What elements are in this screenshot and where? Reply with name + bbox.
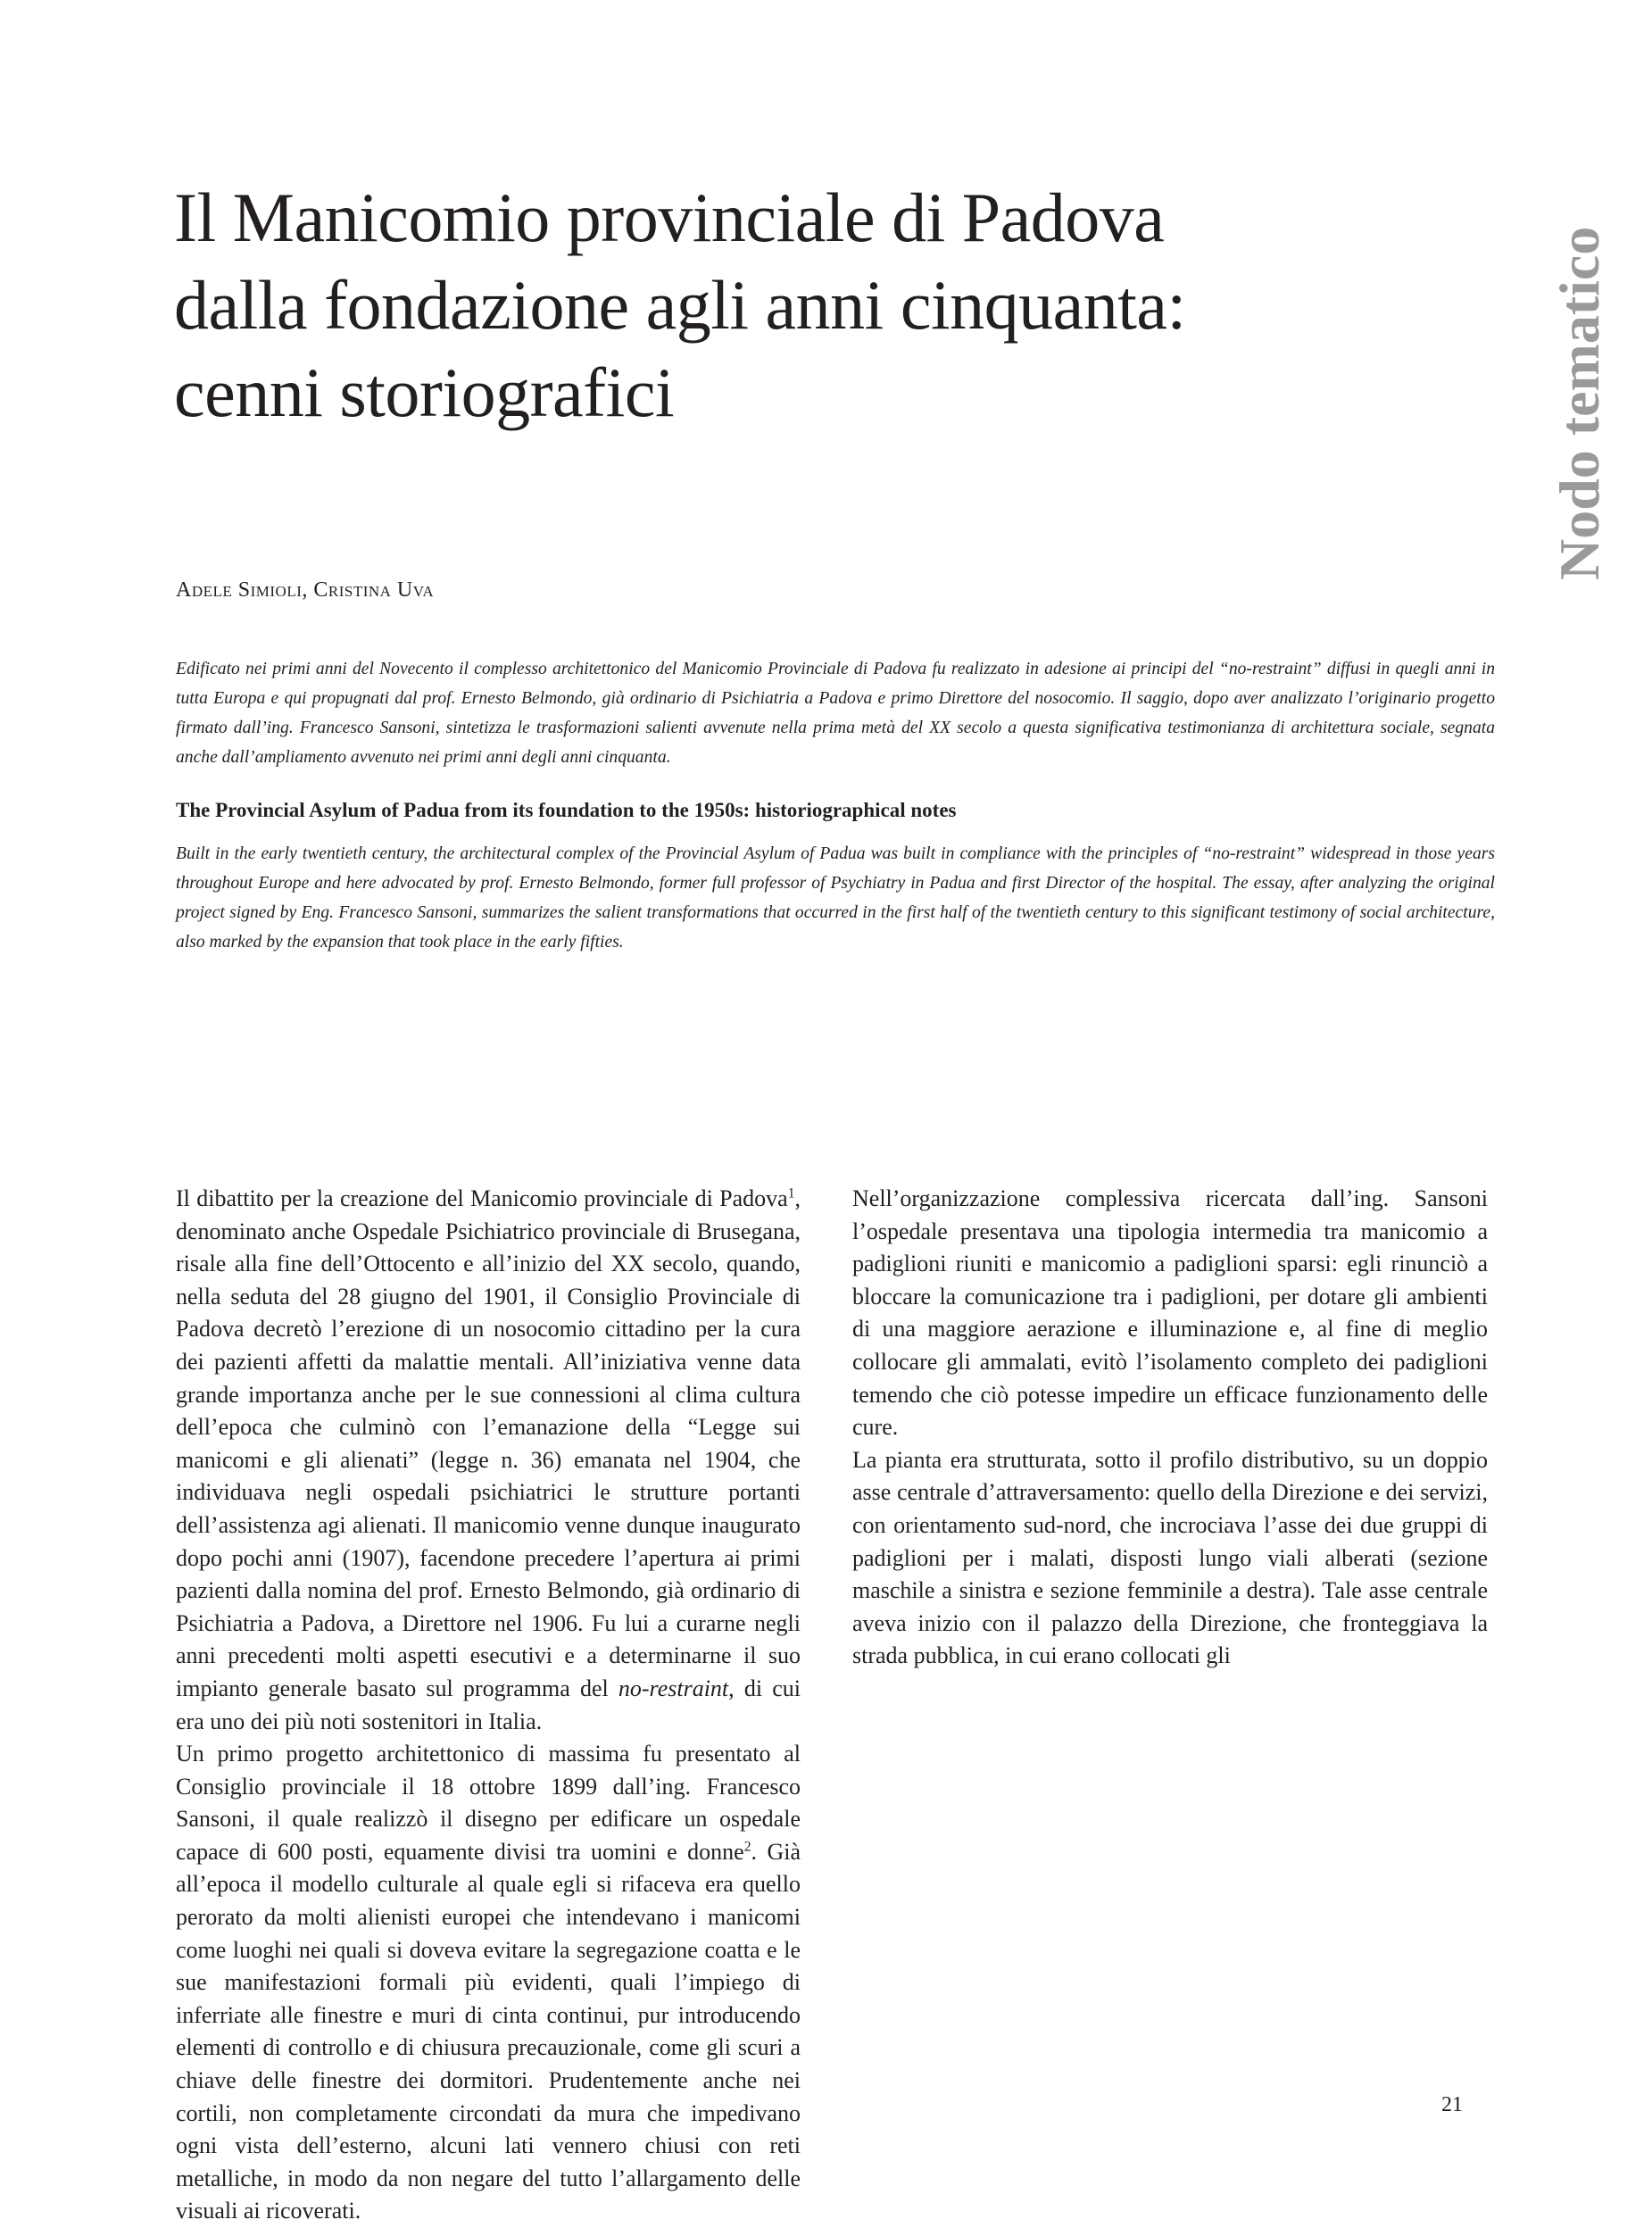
body-paragraph-1	[176, 1183, 801, 1738]
text-run: , di cui era uno dei più noti sostenitori in Italia.	[176, 1675, 801, 1734]
title-line-3: cenni storiografici	[174, 353, 675, 431]
title-line-2: dalla fondazione agli anni cinquanta:	[174, 266, 1186, 344]
article-title	[174, 174, 1441, 436]
footnote-ref-1[interactable]: 1	[787, 1185, 795, 1201]
text-run: . Già all’epoca il modello culturale al quale egli si rifaceva era quello perorato da molti alienisti europei che intendevano i manicomi come luoghi nei quali si doveva evitare la segregazione coatta e le sue manifestazioni formali più evidenti, quali l’impiego di inferriate alle finestre e muri di cinta continui, pur introducendo elementi di controllo e di chiusura precauzionale, come gli scuri a chiave delle finestre dei dormitori. Prudentemente anche nei cortili, non completamente circondati da mura che impedivano ogni vista dell’esterno, alcuni lati vennero chiusi con reti metalliche, in modo da non negare del tutto l’allargamento delle visuali ai ricoverati.	[176, 1838, 801, 2224]
emphasis-no-restraint: no-restraint	[618, 1675, 729, 1701]
body-column-right	[852, 1183, 1488, 1673]
body-paragraph-3: Nell’organizzazione complessiva ricercata dall’ing. Sansoni l’ospedale presentava una tipologia intermedia tra manicomio a padiglioni riuniti e manicomio a padiglioni sparsi: egli rinunciò a bloccare la comunicazione tra i padiglioni, per dotare gli ambienti di una maggiore aerazione e illuminazione e, al fine di meglio collocare gli ammalati, evitò l’isolamento completo dei padiglioni temendo che ciò potesse impedire un efficace funzionamento delle cure.	[852, 1185, 1488, 1441]
text-run: Il dibattito per la creazione del Manicomio provinciale di Padova	[176, 1185, 788, 1211]
body-paragraph-2	[176, 1738, 801, 2228]
text-run: , denominato anche Ospedale Psichiatrico provinciale di Brusegana, risale alla fine dell’Ottocento e all’inizio del XX secolo, quando, nella seduta del 28 giugno del 1901, il Consiglio Provinciale di Padova decretò l’erezione di un nosocomio cittadino per la cura dei pazienti affetti da malattie mentali. All’iniziativa venne data grande importanza anche per le sue connessioni al clima cultura dell’epoca che culminò con l’emanazione della “Legge sui manicomi e gli alienati” (legge n. 36) emanata nel 1904, che individuava negli ospedali psichiatrici le strutture portanti dell’assistenza agi alienati. Il manicomio venne dunque inaugurato dopo pochi anni (1907), facendone precedere l’apertura ai primi pazienti dalla nomina del prof. Ernesto Belmondo, già ordinario di Psichiatria a Padova, a Direttore nel 1906. Fu lui a curarne negli anni precedenti molti aspetti esecutivi e a determinarne il suo impianto generale basato sul programma del	[176, 1185, 801, 1701]
section-label: Nodo tematico	[1548, 226, 1611, 580]
footnote-ref-2[interactable]: 2	[743, 1839, 751, 1855]
abstract-english: Built in the early twentieth century, the architectural complex of the Provincial Asylum of Padua was built in compliance with the principles of “no-restraint” widespread in those years throughout Europe and here advocated by prof. Ernesto Belmondo, former full professor of Psychiatry in Padua and first Director of the hospital. The essay, after analyzing the original project signed by Eng. Francesco Sansoni, summarizes the salient transformations that occurred in the first half of the twentieth century to this significant testimony of social architecture, also marked by the expansion that took place in the early fifties.	[176, 844, 1495, 952]
body-column-left	[176, 1183, 801, 2228]
abstract-italian: Edificato nei primi anni del Novecento il complesso architettonico del Manicomio Provinciale di Padova fu realizzato in adesione ai principi del “no-restraint” diffusi in quegli anni in tutta Europa e qui propugnati dal prof. Ernesto Belmondo, già ordinario di Psichiatria a Padova e primo Direttore del nosocomio. Il saggio, dopo aver analizzato l’originario progetto firmato dall’ing. Francesco Sansoni, sintetizza le trasformazioni salienti avvenute nella prima metà del XX secolo a questa significativa testimonianza di architettura sociale, segnata anche dall’ampliamento avvenuto nei primi anni degli anni cinquanta.	[176, 660, 1495, 767]
text-run: Un primo progetto architettonico di massima fu presentato al Consiglio provinciale il 18 ottobre 1899 dall’ing. Francesco Sansoni, il quale realizzò il disegno per edificare un ospedale capace di 600 posti, equamente divisi tra uomini e donne	[176, 1741, 801, 1865]
english-title: The Provincial Asylum of Padua from its foundation to the 1950s: historiographical notes	[176, 799, 957, 821]
authors: Adele Simioli, Cristina Uva	[176, 578, 435, 602]
page-number: 21	[1441, 2093, 1463, 2116]
title-line-1: Il Manicomio provinciale di Padova	[174, 179, 1165, 256]
body-paragraph-4: La pianta era strutturata, sotto il profilo distributivo, su un doppio asse centrale d’attraversamento: quello della Direzione e dei servizi, con orientamento sud-nord, che incrociava l’asse dei due gruppi di padiglioni per i malati, disposti lungo viali alberati (sezione maschile a sinistra e sezione femminile a destra). Tale asse centrale aveva inizio con il palazzo della Direzione, che fronteggiava la strada pubblica, in cui erano collocati gli	[852, 1446, 1488, 1669]
